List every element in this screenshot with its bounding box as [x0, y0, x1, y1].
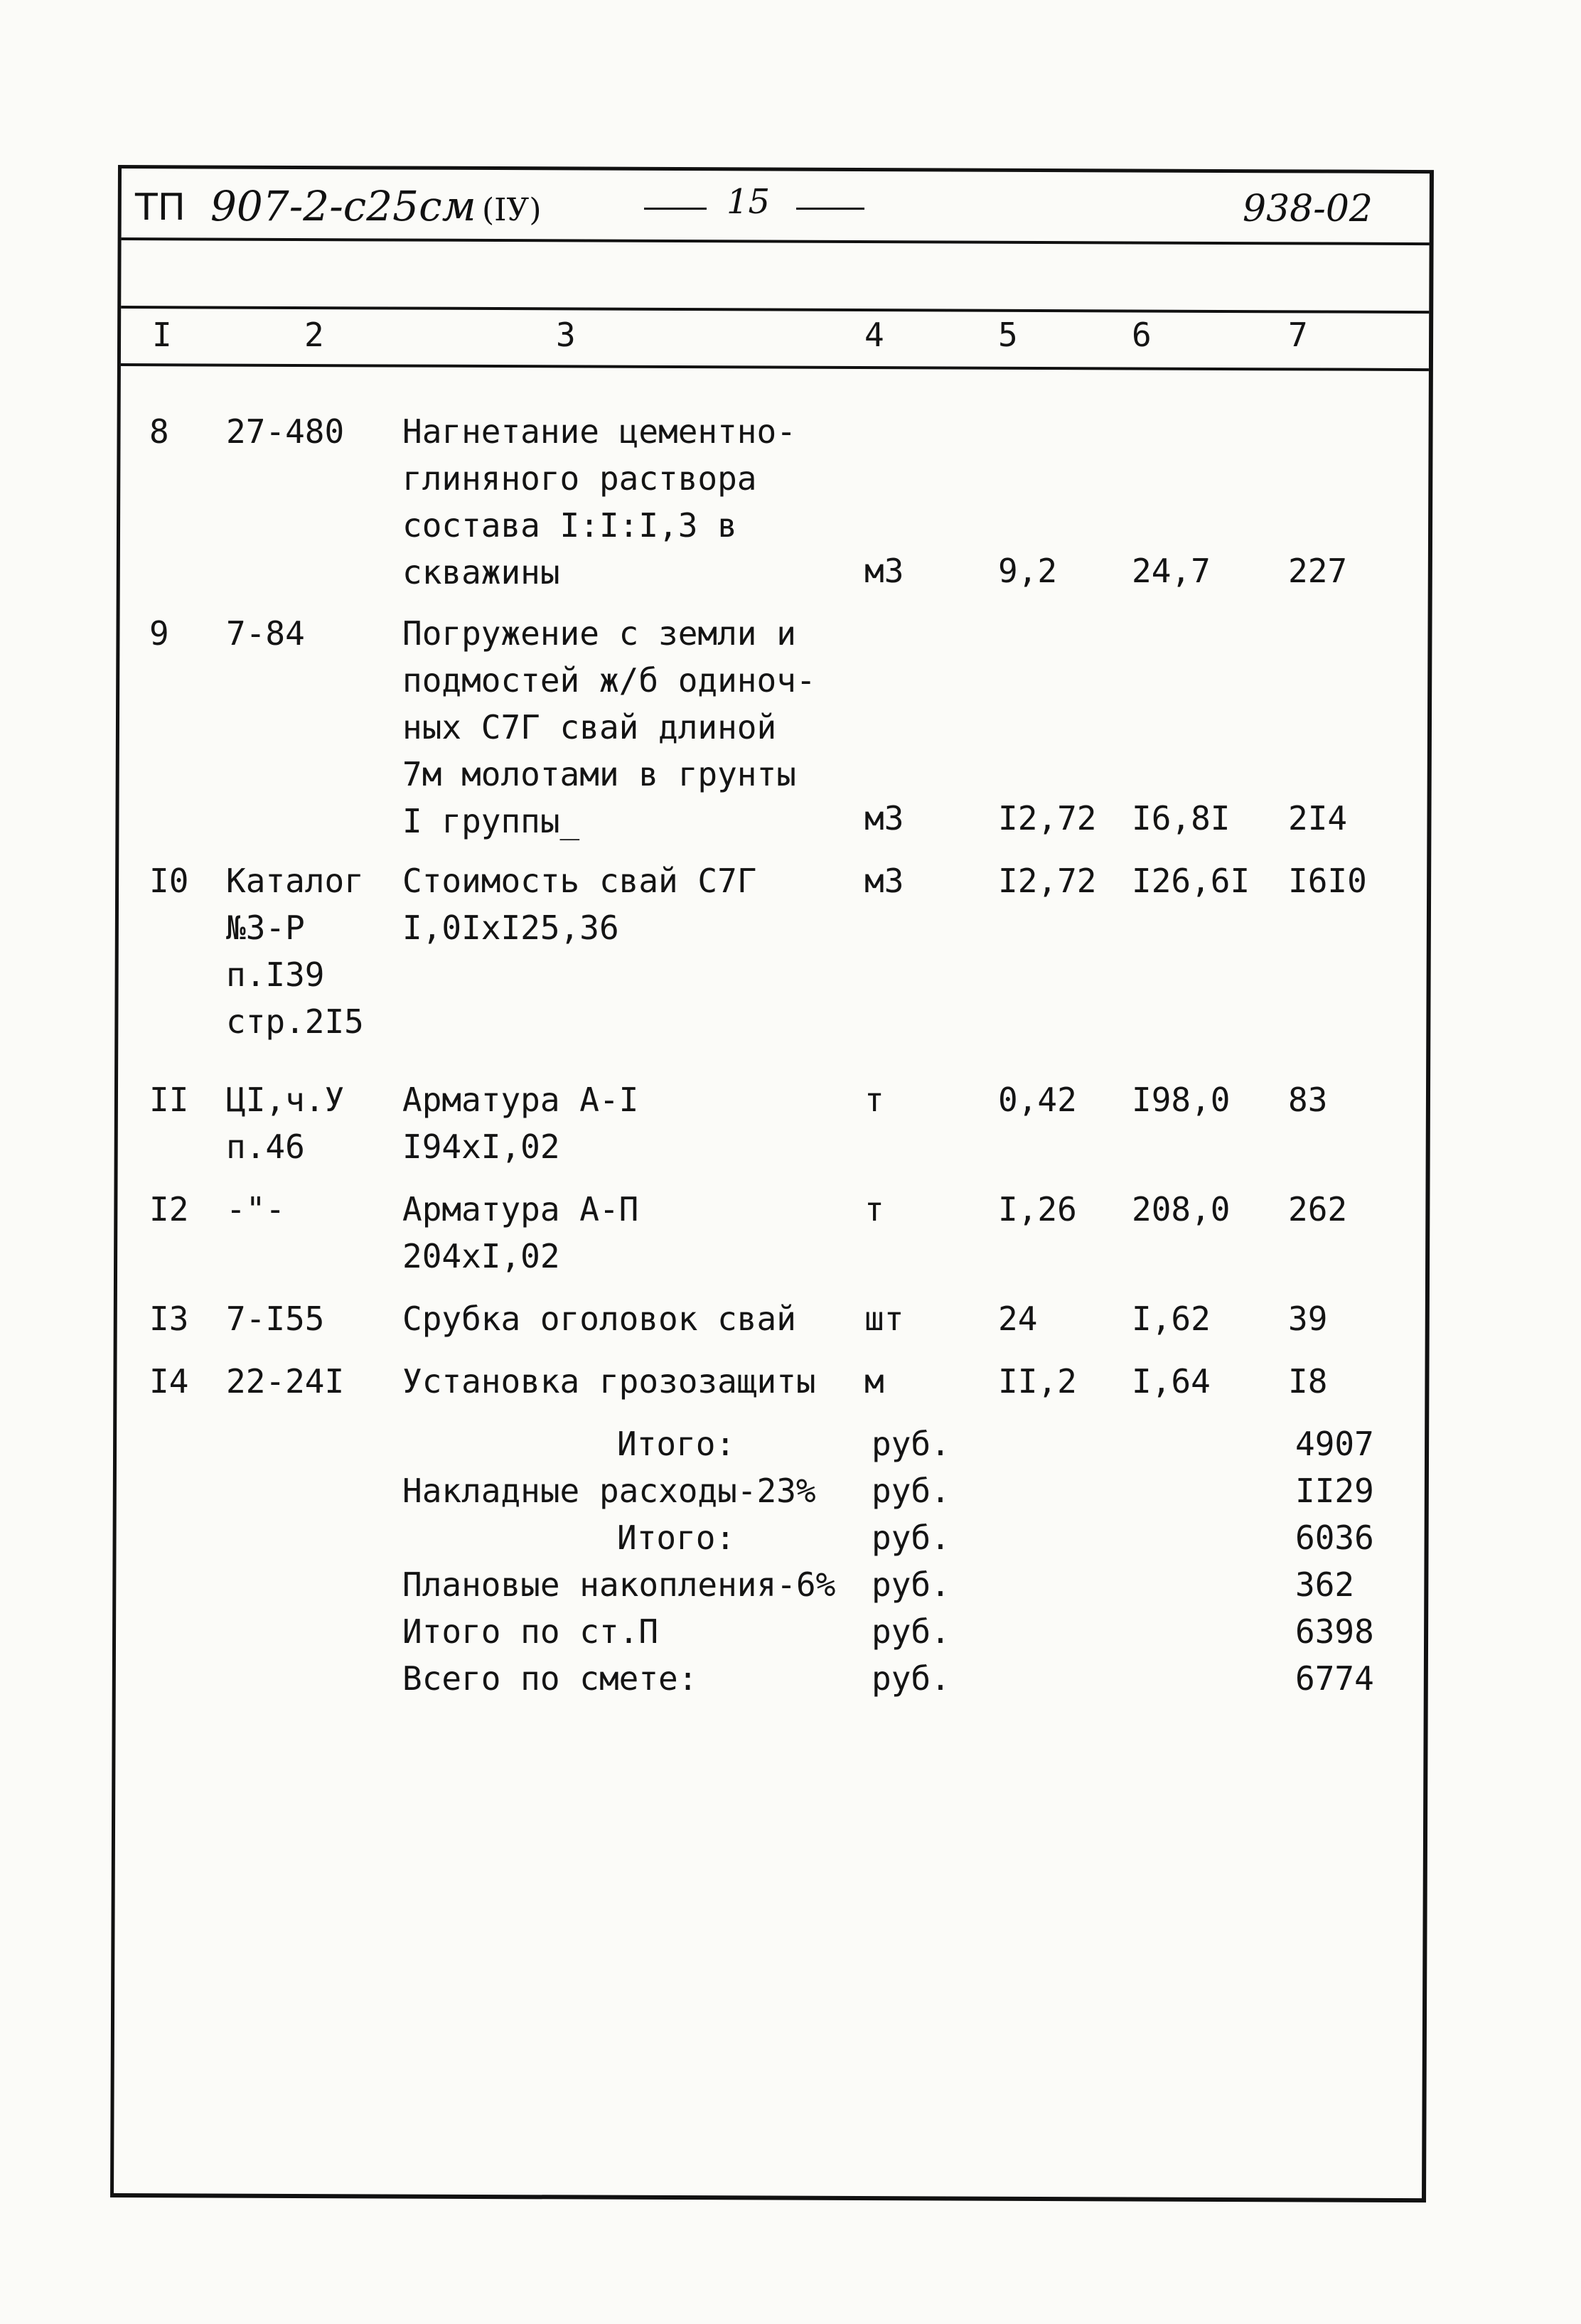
row-description: Арматура А-I I94xI,02	[402, 1081, 639, 1166]
row-unit: м3	[864, 799, 904, 837]
row-number: 8	[149, 412, 169, 451]
row-description: Установка грозозащиты	[402, 1362, 816, 1401]
row-quantity: 24	[998, 1300, 1038, 1338]
row-description: Стоимость свай С7Г I,0IxI25,36	[402, 862, 757, 947]
header-prefix: ТП	[135, 186, 186, 229]
row-number: I3	[149, 1300, 189, 1338]
column-header-1: I	[152, 316, 172, 354]
row-unit: м3	[864, 552, 904, 590]
row-code: Каталог №3-Р п.I39 стр.2I5	[226, 862, 364, 1041]
row-unit: шт	[864, 1300, 904, 1338]
summary-label: Итого:	[617, 1425, 736, 1463]
row-description: Срубка оголовок свай	[402, 1300, 796, 1338]
row-unit-price: I,64	[1132, 1362, 1211, 1401]
row-unit-price: 208,0	[1132, 1190, 1231, 1228]
summary-value: 6774	[1295, 1659, 1374, 1698]
row-description: Арматура А-П 204xI,02	[402, 1190, 639, 1275]
row-number: II	[149, 1081, 189, 1119]
volume-label: (IУ)	[482, 192, 542, 228]
summary-label: Накладные расходы-23%	[402, 1472, 816, 1510]
summary-unit: руб.	[872, 1519, 950, 1557]
summary-unit: руб.	[872, 1612, 950, 1651]
row-quantity: I,26	[998, 1190, 1077, 1228]
row-code: 7-I55	[226, 1300, 325, 1338]
summary-value: II29	[1295, 1472, 1374, 1510]
summary-unit: руб.	[872, 1565, 950, 1604]
row-unit-price: I6,8I	[1132, 799, 1231, 837]
row-unit-price: I,62	[1132, 1300, 1211, 1338]
row-total: 2I4	[1288, 799, 1348, 837]
row-quantity: 9,2	[998, 552, 1058, 590]
summary-label: Итого по ст.П	[402, 1612, 659, 1651]
page-number: 15	[727, 182, 771, 222]
column-header-6: 6	[1132, 316, 1152, 354]
row-unit: м	[864, 1362, 884, 1401]
row-unit-price: 24,7	[1132, 552, 1211, 590]
page-dash-left	[644, 208, 707, 210]
row-code: 22-24I	[226, 1362, 345, 1401]
row-total: I6I0	[1288, 862, 1367, 900]
row-quantity: I2,72	[998, 799, 1097, 837]
row-quantity: 0,42	[998, 1081, 1077, 1119]
header-divider	[122, 237, 1430, 245]
summary-value: 6036	[1295, 1519, 1374, 1557]
row-code: ЦI,ч.У п.46	[226, 1081, 345, 1166]
row-description: Нагнетание цементно- глиняного раствора состава I:I:I,3 в скважины	[402, 412, 796, 591]
summary-value: 4907	[1295, 1425, 1374, 1463]
column-header-5: 5	[998, 316, 1018, 354]
summary-unit: руб.	[872, 1472, 950, 1510]
row-unit: т	[864, 1190, 884, 1228]
column-header-bottom-divider	[121, 363, 1429, 371]
row-code: 7-84	[226, 614, 305, 653]
row-code: 27-480	[226, 412, 345, 451]
column-header-3: 3	[556, 316, 576, 354]
row-unit: т	[864, 1081, 884, 1119]
row-total: 83	[1288, 1081, 1328, 1119]
row-number: I2	[149, 1190, 189, 1228]
row-unit: м3	[864, 862, 904, 900]
row-number: I4	[149, 1362, 189, 1401]
summary-unit: руб.	[872, 1425, 950, 1463]
row-total: 39	[1288, 1300, 1328, 1338]
summary-label: Всего по смете:	[402, 1659, 698, 1698]
row-total: I8	[1288, 1362, 1328, 1401]
column-header-2: 2	[304, 316, 324, 354]
page-dash-right	[796, 208, 864, 210]
row-quantity: II,2	[998, 1362, 1077, 1401]
summary-value: 362	[1295, 1565, 1355, 1604]
row-total: 227	[1288, 552, 1348, 590]
row-unit-price: I98,0	[1132, 1081, 1231, 1119]
row-code: -"-	[226, 1190, 286, 1228]
row-total: 262	[1288, 1190, 1348, 1228]
row-number: 9	[149, 614, 169, 653]
column-header-7: 7	[1288, 316, 1308, 354]
row-description: Погружение с земли и подмостей ж/б одиноч- ных С7Г свай длиной 7м молотами в грунты I группы_	[402, 614, 816, 840]
document-code: 907-2-с25см	[210, 182, 476, 230]
summary-unit: руб.	[872, 1659, 950, 1698]
row-unit-price: I26,6I	[1132, 862, 1250, 900]
sheet-code: 938-02	[1243, 188, 1373, 230]
column-header-4: 4	[864, 316, 884, 354]
summary-label: Плановые накопления-6%	[402, 1565, 836, 1604]
row-quantity: I2,72	[998, 862, 1097, 900]
row-number: I0	[149, 862, 189, 900]
summary-value: 6398	[1295, 1612, 1374, 1651]
summary-label: Итого:	[617, 1519, 736, 1557]
